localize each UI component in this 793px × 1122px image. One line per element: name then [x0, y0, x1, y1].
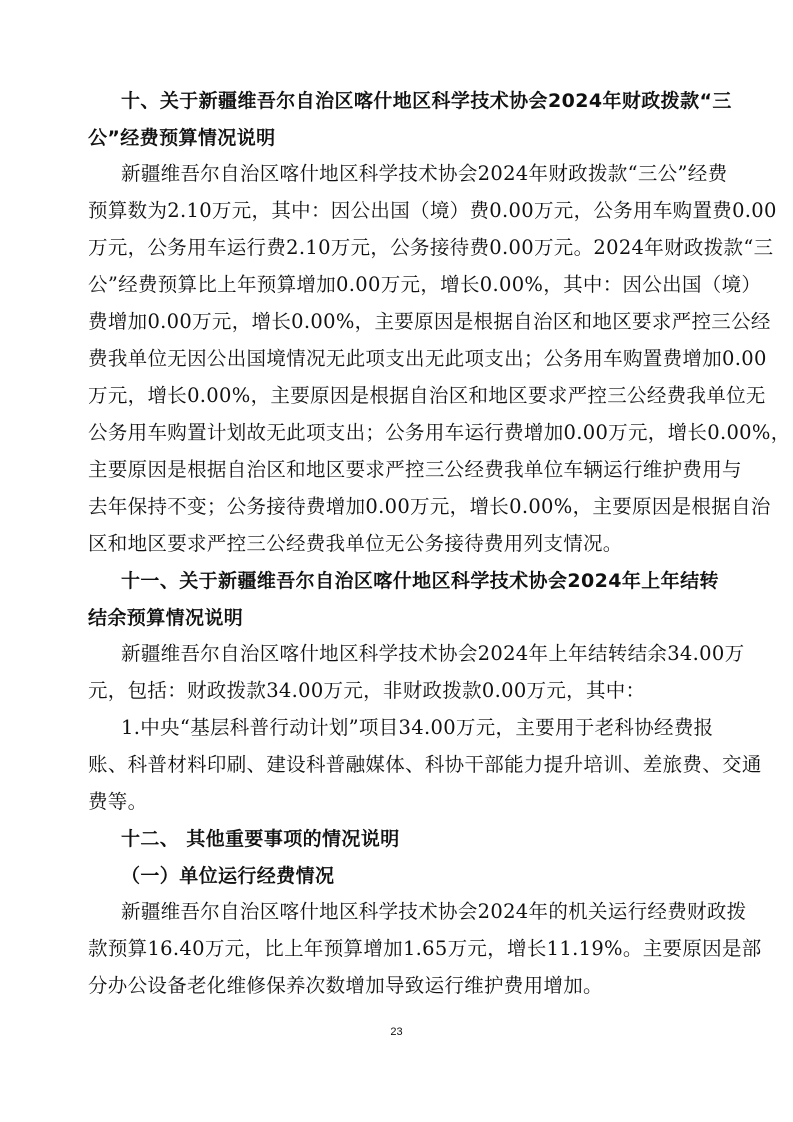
- section-10-body-line: 新 疆 维 吾 尔 自 治 区 喀 什 地 区 科 学 技 术 协 会 2 0 2 4 年 财 政 拨 款 “ 三 公 ” 经 费: [121, 162, 728, 185]
- section-10-body-line: 公 务 用 车 购 置 计 划 故 无 此 项 支 出 ； 公 务 用 车 运 行 费 增 加 0 . 0 0 万 元 ， 增 长 0 . 0 0 % ，: [88, 421, 791, 444]
- section-10-body-line: 预 算 数 为 2 . 1 0 万 元 ， 其 中 ： 因 公 出 国 （ 境 ） 费 0 . 0 0 万 元 ， 公 务 用 车 购 置 费 0 . 0 0: [88, 199, 777, 222]
- section-10-body-line: 费 我 单 位 无 因 公 出 国 境 情 况 无 此 项 支 出 无 此 项 支 出 ； 公 务 用 车 购 置 费 增 加 0 . 0 0: [88, 347, 767, 370]
- section-11-body-line: 新 疆 维 吾 尔 自 治 区 喀 什 地 区 科 学 技 术 协 会 2 0 2 4 年 上 年 结 转 结 余 3 4 . 0 0 万: [121, 642, 745, 665]
- section-10-body-line: 主 要 原 因 是 根 据 自 治 区 和 地 区 要 求 严 控 三 公 经 费 我 单 位 车 辆 运 行 维 护 费 用 与: [88, 458, 742, 481]
- section-11-list-item: 1 . 中 央 “ 基 层 科 普 行 动 计 划 ” 项 目 3 4 . 0 0 万 元 ， 主 要 用 于 老 科 协 经 费 报: [121, 716, 714, 739]
- section-10-body-line: 公 ” 经 费 预 算 比 上 年 预 算 增 加 0 . 0 0 万 元 ， 增 长 0 . 0 0 % ， 其 中 ： 因 公 出 国 （ 境 ）: [88, 273, 762, 296]
- page-number: 23: [390, 1026, 403, 1038]
- section-10-body-line: 费 增 加 0 . 0 0 万 元 ， 增 长 0 . 0 0 % ， 主 要 原 因 是 根 据 自 治 区 和 地 区 要 求 严 控 三 公 经: [88, 310, 771, 333]
- section-10-heading-line-1: 十 、 关 于 新 疆 维 吾 尔 自 治 区 喀 什 地 区 科 学 技 术 协 会 2 0 2 4 年 财 政 拨 款 “ 三: [121, 90, 732, 112]
- subsection-1-heading: （一）单位运行经费情况: [121, 865, 335, 887]
- section-10-heading-line-2: 公”经费预算情况说明: [88, 127, 276, 149]
- section-11-heading-line-2: 结余预算情况说明: [88, 607, 244, 629]
- section-11-body-line: 费等。: [88, 790, 148, 813]
- section-11-body-line: 元，包括：财政拨款34.00万元，非财政拨款0.00万元，其中：: [88, 679, 646, 702]
- section-10-body-line: 去 年 保 持 不 变 ； 公 务 接 待 费 增 加 0 . 0 0 万 元 ， 增 长 0 . 0 0 % ， 主 要 原 因 是 根 据 自 治: [88, 495, 771, 518]
- section-10-body-line: 万 元 ， 公 务 用 车 运 行 费 2 . 1 0 万 元 ， 公 务 接 待 费 0 . 0 0 万 元 。 2 0 2 4 年 财 政 拨 款 “ 三: [88, 236, 774, 259]
- section-12-body-line: 新 疆 维 吾 尔 自 治 区 喀 什 地 区 科 学 技 术 协 会 2 0 2 4 年 的 机 关 运 行 经 费 财 政 拨: [121, 900, 747, 923]
- section-12-body-line: 分办公设备老化维修保养次数增加导致运行维护费用增加。: [88, 974, 603, 997]
- section-12-body-line: 款 预 算 1 6 . 4 0 万 元 ， 比 上 年 预 算 增 加 1 . 6 5 万 元 ， 增 长 1 1 . 1 9 % 。 主 要 原 因 是 部: [88, 937, 762, 960]
- section-10-body-line: 区和地区要求严控三公经费我单位无公务接待费用列支情况。: [88, 532, 623, 555]
- section-11-body-line: 账 、 科 普 材 料 印 刷 、 建 设 科 普 融 媒 体 、 科 协 干 部 能 力 提 升 培 训 、 差 旅 费 、 交 通: [88, 753, 762, 776]
- section-11-heading-line-1: 十 一 、 关 于 新 疆 维 吾 尔 自 治 区 喀 什 地 区 科 学 技 术 协 会 2 0 2 4 年 上 年 结 转: [121, 570, 719, 592]
- section-10-body-line: 万 元 ， 增 长 0 . 0 0 % ， 主 要 原 因 是 根 据 自 治 区 和 地 区 要 求 严 控 三 公 经 费 我 单 位 无: [88, 384, 766, 407]
- section-12-heading: 十二、 其他重要事项的情况说明: [121, 828, 400, 850]
